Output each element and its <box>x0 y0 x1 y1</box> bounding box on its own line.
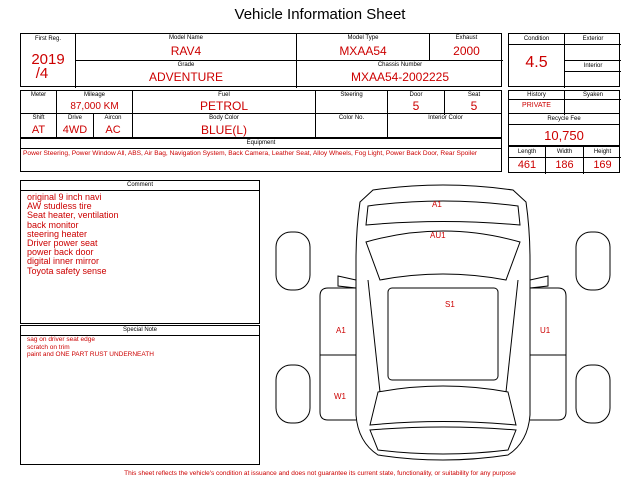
aircon-cell <box>94 114 133 139</box>
steering-cell <box>316 91 388 115</box>
special-note-list <box>27 336 154 359</box>
mark-roof: S1 <box>445 300 455 309</box>
mark-left-rear-wheel: W1 <box>334 392 346 401</box>
color-no-label: Color No. <box>338 115 365 121</box>
shift-cell <box>21 114 57 139</box>
model-name-value: RAV4 <box>170 44 202 58</box>
exhaust-label: Exhaust <box>455 35 478 41</box>
first-reg-label: First Reg. <box>34 36 61 42</box>
mark-windshield: AU1 <box>430 231 446 240</box>
first-reg-month: /4 <box>35 65 49 82</box>
grade-cell <box>76 61 297 88</box>
special-note-item: scratch on trim <box>27 343 70 351</box>
interior-color-label: Interior Color <box>428 115 463 121</box>
mark-left-door: A1 <box>336 326 346 335</box>
equipment-divider <box>21 148 501 149</box>
door-cell <box>388 91 445 115</box>
mark-right-door: U1 <box>540 326 551 335</box>
condition-block <box>508 33 620 87</box>
length-label: Length <box>517 149 537 155</box>
roof-outline <box>388 288 498 380</box>
drive-label: Drive <box>67 115 82 121</box>
color-no-cell <box>316 114 388 139</box>
shift-value: AT <box>31 124 46 136</box>
seat-cell <box>445 91 503 115</box>
row3-block <box>20 113 502 138</box>
wheel-front-right <box>576 232 610 290</box>
height-label: Height <box>593 149 612 155</box>
comment-item: original 9 inch navi <box>27 192 102 202</box>
width-cell <box>546 147 584 174</box>
mark-hood: A1 <box>432 200 442 209</box>
model-name-cell <box>76 34 297 61</box>
chassis-value: MXAA54-2002225 <box>350 70 450 84</box>
body-color-cell <box>133 114 316 139</box>
exterior-cell <box>565 34 621 61</box>
seat-label: Seat <box>467 92 481 98</box>
sheet-title: Vehicle Information Sheet <box>234 6 406 23</box>
equipment-text: Power Steering, Power Window All, ABS, Air Bag, Navigation System, Back Camera, Leather Seat, Alloy Wheels, Fog Light, Power Back Door, Rear Spoiler <box>23 150 478 157</box>
seat-value: 5 <box>470 99 478 113</box>
comment-item: power back door <box>27 247 94 258</box>
length-divider <box>509 157 545 158</box>
meter-cell <box>21 91 57 115</box>
model-type-cell <box>297 34 430 61</box>
first-reg-year: 2019 <box>31 51 65 68</box>
length-cell <box>509 147 546 174</box>
special-note-item: paint and ONE PART RUST UNDERNEATH <box>27 351 154 358</box>
special-note-item: sag on driver seat edge <box>27 336 95 343</box>
aircon-value: AC <box>105 124 121 136</box>
aircon-label: Aircon <box>104 115 122 121</box>
left-front-door <box>320 288 356 355</box>
main-info-block <box>20 33 502 87</box>
history-block <box>508 90 620 114</box>
wheel-rear-left <box>276 365 310 423</box>
interior-divider <box>565 71 621 72</box>
length-value: 461 <box>517 159 537 171</box>
left-mirror <box>338 276 356 288</box>
shift-label: Shift <box>32 115 45 121</box>
right-mirror <box>530 276 548 288</box>
recycle-fee-divider <box>509 124 619 125</box>
dimensions-block <box>508 146 620 173</box>
width-label: Width <box>556 149 573 155</box>
model-type-label: Model Type <box>347 35 379 41</box>
chassis-cell <box>297 61 503 88</box>
comment-item: back monitor <box>27 219 79 230</box>
model-type-value: MXAA54 <box>339 44 387 58</box>
car-body-outline <box>356 185 530 460</box>
mileage-label: Mileage <box>83 92 105 98</box>
recycle-fee-label: Recycle Fee <box>547 116 581 122</box>
comment-item: digital inner mirror <box>27 256 100 267</box>
body-color-value: BLUE(L) <box>200 123 247 137</box>
width-divider <box>546 157 583 158</box>
wheel-front-left <box>276 232 310 290</box>
model-name-label: Model Name <box>168 35 203 41</box>
chassis-label: Chassis Number <box>377 62 423 68</box>
left-rear-door <box>320 355 356 420</box>
history-cell <box>509 91 565 115</box>
syaken-divider <box>565 99 621 100</box>
right-rear-door <box>530 355 566 420</box>
height-divider <box>584 157 621 158</box>
grade-value: ADVENTURE <box>148 70 223 84</box>
comment-item: Seat heater, ventilation <box>27 210 119 221</box>
comment-item: Driver power seat <box>27 238 98 249</box>
history-label: History <box>527 92 546 98</box>
door-label: Door <box>409 92 423 98</box>
equipment-label: Equipment <box>246 140 276 146</box>
right-pillar-line <box>506 280 518 392</box>
syaken-label: Syaken <box>582 92 603 98</box>
height-value: 169 <box>593 159 612 171</box>
hood-outline <box>366 201 520 225</box>
special-note-box <box>20 325 260 465</box>
comment-divider <box>21 190 259 191</box>
condition-cell <box>509 34 565 88</box>
fuel-cell <box>133 91 316 115</box>
meter-label: Meter <box>30 92 47 98</box>
comment-box <box>20 180 260 324</box>
disclaimer-footer: This sheet reflects the vehicle's condition at issuance and does not guarantee its current state, functionality, or suitability for any purpose <box>124 470 516 477</box>
comment-list <box>27 193 119 276</box>
exhaust-cell <box>430 34 503 61</box>
comment-item: steering heater <box>27 228 88 239</box>
left-pillar-line <box>368 280 380 392</box>
interior-color-cell <box>388 114 503 139</box>
fuel-label: Fuel <box>218 92 230 98</box>
comment-item: Toyota safety sense <box>27 265 107 276</box>
exhaust-value: 2000 <box>453 44 480 58</box>
recycle-fee-block <box>508 113 620 146</box>
mileage-cell <box>57 91 133 115</box>
comment-label: Comment <box>126 182 153 188</box>
wheel-rear-right <box>576 365 610 423</box>
trunk-outline <box>370 427 516 454</box>
first-reg-cell <box>21 34 76 88</box>
recycle-fee-value: 10,750 <box>544 128 584 143</box>
syaken-cell <box>565 91 621 115</box>
height-cell <box>584 147 621 174</box>
drive-value: 4WD <box>62 124 88 136</box>
history-value: PRIVATE <box>522 102 551 109</box>
row2-block <box>20 90 502 114</box>
exterior-label: Exterior <box>582 36 604 42</box>
special-note-label: Special Note <box>122 327 158 333</box>
comment-item: AW studless tire <box>27 201 92 212</box>
fuel-value: PETROL <box>199 99 248 113</box>
interior-label: Interior <box>583 63 603 69</box>
condition-label: Condition <box>523 36 550 42</box>
steering-label: Steering <box>340 92 363 98</box>
grade-label: Grade <box>177 62 195 68</box>
equipment-block <box>20 138 502 172</box>
body-color-label: Body Color <box>209 115 239 121</box>
door-value: 5 <box>412 99 420 113</box>
width-value: 186 <box>555 159 574 171</box>
exterior-divider <box>565 44 621 45</box>
drive-cell <box>57 114 94 139</box>
mileage-value: 87,000 KM <box>70 101 119 112</box>
condition-value: 4.5 <box>525 54 548 71</box>
condition-divider <box>509 44 564 45</box>
interior-cell <box>565 61 621 88</box>
car-damage-diagram <box>268 180 620 468</box>
history-divider <box>509 99 564 100</box>
right-front-door <box>530 288 566 355</box>
rear-window-outline <box>370 386 516 425</box>
